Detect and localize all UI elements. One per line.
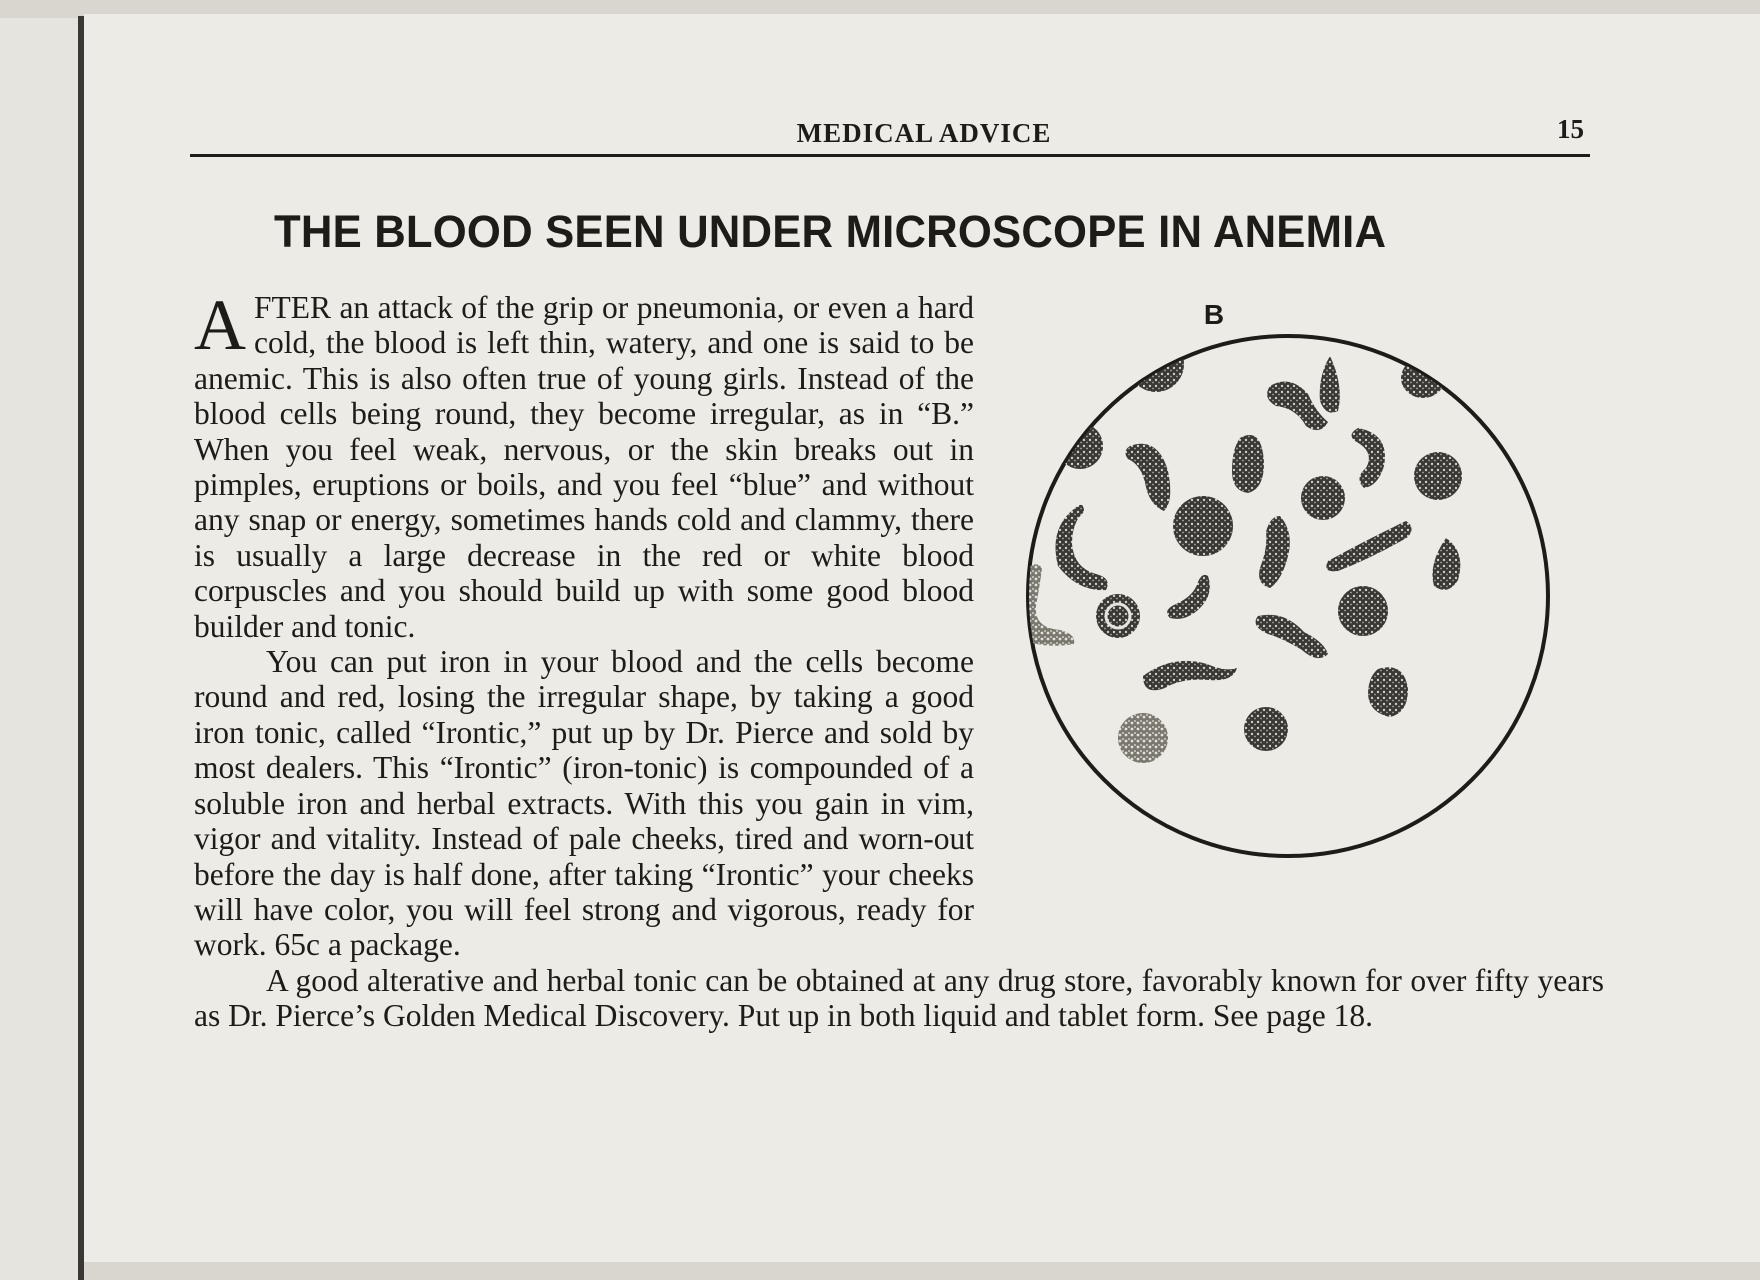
running-header: MEDICAL ADVICE: [796, 118, 1052, 148]
paragraph-3: A good alterative and herbal tonic can be obtained at any drug store, favorably known for over fifty years as Dr. Pierce’s Golden Medical Discovery. Put up in both liquid and tablet form. See page 18.: [194, 962, 1604, 1034]
page-number: 15: [1557, 114, 1584, 144]
facing-page-edge: [0, 18, 80, 1280]
blood-cells: [1011, 276, 1462, 763]
drop-cap: A: [194, 285, 246, 365]
book-page: [84, 14, 1760, 1262]
figure-label-b: B: [1203, 299, 1225, 330]
microscope-field-circle: [1028, 336, 1548, 856]
paragraph-1-text: FTER an attack of the grip or pneumonia, or even a hard cold, the blood is left thin, watery, and one is said to be anemic. This is also often true of young girls. Instead of the blood cells being round, they become irregular, as in “B.” When you feel weak, nervous, or the skin breaks out in pimples, eruptions or boils, and you feel “blue” and without any snap or energy, sometimes hands cold and clammy, there is usually a large decrease in the red or white blood corpuscles and you should build up with some good blood builder and tonic.: [194, 290, 974, 644]
microscope-blood-cells-illustration: [968, 276, 1608, 916]
header-rule: [190, 154, 1590, 157]
article-headline: THE BLOOD SEEN UNDER MICROSCOPE IN ANEMIA: [274, 206, 1387, 257]
paragraph-2: You can put iron in your blood and the cells become round and red, losing the irregular shape, by taking a good iron tonic, called “Irontic,” put up by Dr. Pierce and sold by most dealers. This “Irontic” (iron-tonic) is compounded of a soluble iron and herbal extracts. With this you gain in vim, vigor and vitality. Instead of pale cheeks, tired and worn-out before the day is half done, after taking “Irontic” your cheeks will have color, you will feel strong and vigorous, ready for work. 65c a package.: [194, 644, 974, 963]
